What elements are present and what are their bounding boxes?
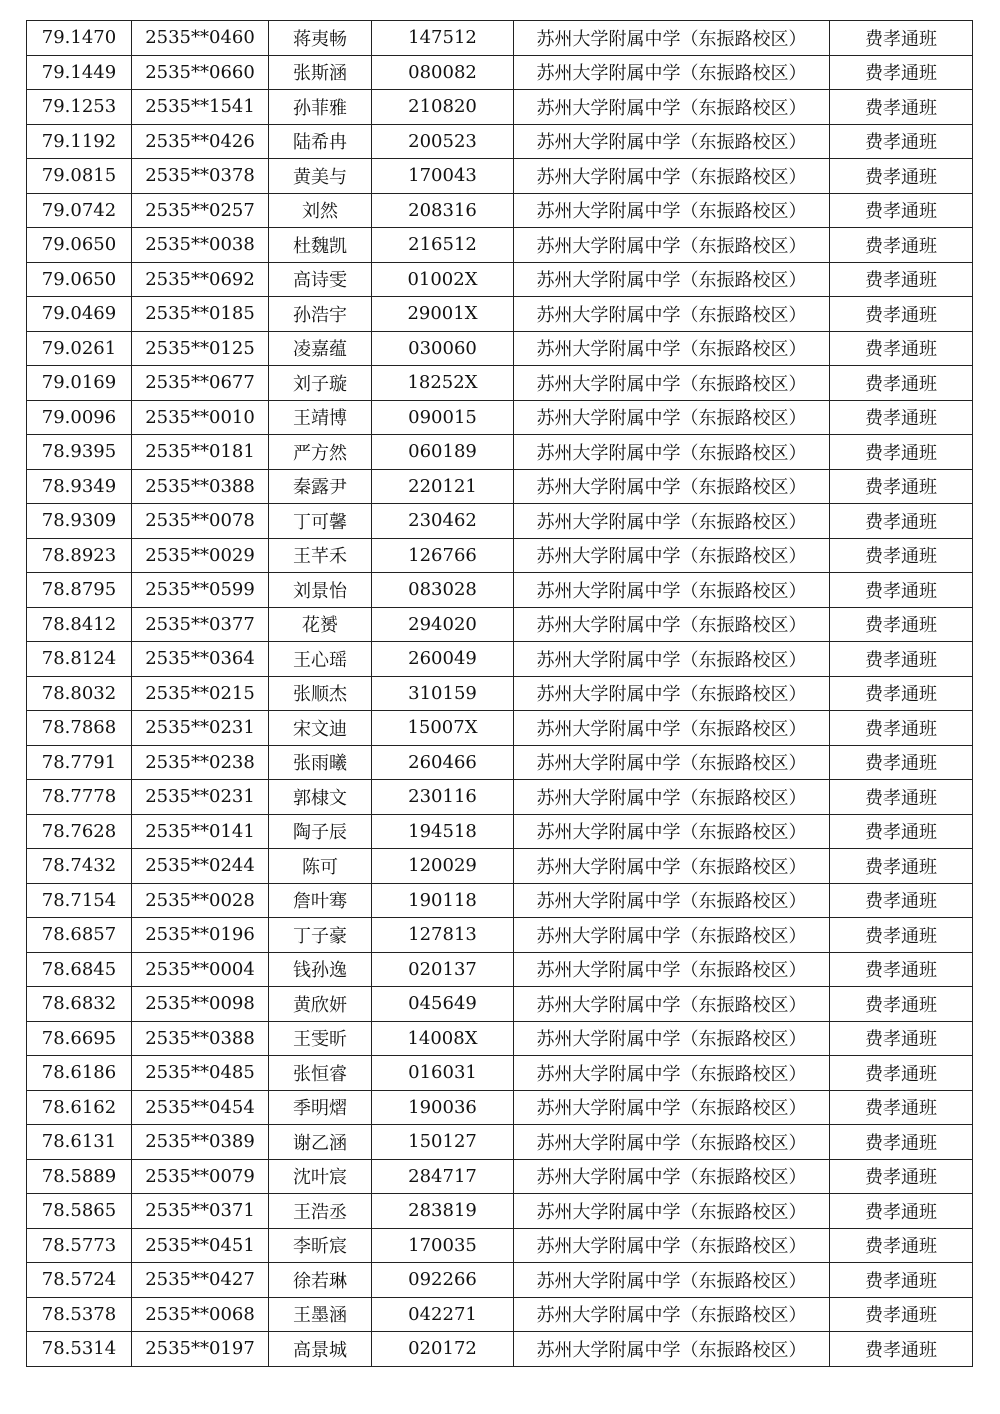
table-row — [27, 711, 973, 746]
code-cell: 126766 — [372, 538, 514, 573]
score-cell: 79.1449 — [27, 55, 132, 90]
table-row — [27, 642, 973, 677]
class-cell: 费孝通班 — [830, 262, 973, 297]
table-row — [27, 676, 973, 711]
table-row — [27, 745, 973, 780]
class-cell: 费孝通班 — [830, 1125, 973, 1160]
table-row — [27, 1021, 973, 1056]
school-cell: 苏州大学附属中学（东振路校区） — [514, 193, 830, 228]
class-cell: 费孝通班 — [830, 1228, 973, 1263]
student-name-cell: 王芊禾 — [269, 538, 372, 573]
class-cell: 费孝通班 — [830, 55, 973, 90]
exam-id-cell: 2535**0141 — [132, 814, 269, 849]
exam-id-cell: 2535**0378 — [132, 159, 269, 194]
class-cell: 费孝通班 — [830, 297, 973, 332]
class-cell: 费孝通班 — [830, 642, 973, 677]
exam-id-cell: 2535**0238 — [132, 745, 269, 780]
student-name-cell: 严方然 — [269, 435, 372, 470]
code-cell: 15007X — [372, 711, 514, 746]
exam-id-cell: 2535**0451 — [132, 1228, 269, 1263]
student-name-cell: 宋文迪 — [269, 711, 372, 746]
class-cell: 费孝通班 — [830, 918, 973, 953]
code-cell: 230462 — [372, 504, 514, 539]
table-row — [27, 849, 973, 884]
score-cell: 78.6845 — [27, 952, 132, 987]
code-cell: 294020 — [372, 607, 514, 642]
code-cell: 170035 — [372, 1228, 514, 1263]
score-cell: 79.1470 — [27, 21, 132, 56]
exam-id-cell: 2535**0231 — [132, 780, 269, 815]
class-cell: 费孝通班 — [830, 1021, 973, 1056]
code-cell: 29001X — [372, 297, 514, 332]
school-cell: 苏州大学附属中学（东振路校区） — [514, 504, 830, 539]
class-cell: 费孝通班 — [830, 1332, 973, 1367]
class-cell: 费孝通班 — [830, 469, 973, 504]
school-cell: 苏州大学附属中学（东振路校区） — [514, 538, 830, 573]
exam-id-cell: 2535**0185 — [132, 297, 269, 332]
class-cell: 费孝通班 — [830, 780, 973, 815]
code-cell: 01002X — [372, 262, 514, 297]
score-cell: 78.7868 — [27, 711, 132, 746]
code-cell: 194518 — [372, 814, 514, 849]
results-table-body — [27, 21, 973, 1367]
school-cell: 苏州大学附属中学（东振路校区） — [514, 366, 830, 401]
table-row — [27, 21, 973, 56]
student-name-cell: 李昕宸 — [269, 1228, 372, 1263]
student-name-cell: 谢乙涵 — [269, 1125, 372, 1160]
class-cell: 费孝通班 — [830, 1090, 973, 1125]
code-cell: 083028 — [372, 573, 514, 608]
student-name-cell: 花赟 — [269, 607, 372, 642]
school-cell: 苏州大学附属中学（东振路校区） — [514, 400, 830, 435]
exam-id-cell: 2535**0485 — [132, 1056, 269, 1091]
class-cell: 费孝通班 — [830, 366, 973, 401]
exam-id-cell: 2535**0599 — [132, 573, 269, 608]
school-cell: 苏州大学附属中学（东振路校区） — [514, 228, 830, 263]
score-cell: 78.8032 — [27, 676, 132, 711]
score-cell: 78.7154 — [27, 883, 132, 918]
class-cell: 费孝通班 — [830, 1263, 973, 1298]
class-cell: 费孝通班 — [830, 435, 973, 470]
school-cell: 苏州大学附属中学（东振路校区） — [514, 883, 830, 918]
code-cell: 14008X — [372, 1021, 514, 1056]
score-cell: 79.1253 — [27, 90, 132, 125]
class-cell: 费孝通班 — [830, 849, 973, 884]
class-cell: 费孝通班 — [830, 1056, 973, 1091]
class-cell: 费孝通班 — [830, 745, 973, 780]
code-cell: 284717 — [372, 1159, 514, 1194]
score-cell: 78.5865 — [27, 1194, 132, 1229]
score-cell: 78.6832 — [27, 987, 132, 1022]
student-name-cell: 王浩丞 — [269, 1194, 372, 1229]
code-cell: 200523 — [372, 124, 514, 159]
exam-id-cell: 2535**0427 — [132, 1263, 269, 1298]
school-cell: 苏州大学附属中学（东振路校区） — [514, 1228, 830, 1263]
exam-id-cell: 2535**0196 — [132, 918, 269, 953]
score-cell: 78.8124 — [27, 642, 132, 677]
code-cell: 147512 — [372, 21, 514, 56]
table-row — [27, 124, 973, 159]
student-name-cell: 陈可 — [269, 849, 372, 884]
code-cell: 210820 — [372, 90, 514, 125]
school-cell: 苏州大学附属中学（东振路校区） — [514, 711, 830, 746]
exam-id-cell: 2535**0660 — [132, 55, 269, 90]
student-name-cell: 杜魏凯 — [269, 228, 372, 263]
school-cell: 苏州大学附属中学（东振路校区） — [514, 435, 830, 470]
exam-id-cell: 2535**0010 — [132, 400, 269, 435]
exam-id-cell: 2535**0371 — [132, 1194, 269, 1229]
exam-id-cell: 2535**0389 — [132, 1125, 269, 1160]
student-name-cell: 王雯昕 — [269, 1021, 372, 1056]
code-cell: 016031 — [372, 1056, 514, 1091]
student-name-cell: 凌嘉蕴 — [269, 331, 372, 366]
score-cell: 79.0650 — [27, 228, 132, 263]
exam-id-cell: 2535**0125 — [132, 331, 269, 366]
exam-id-cell: 2535**0068 — [132, 1297, 269, 1332]
code-cell: 120029 — [372, 849, 514, 884]
school-cell: 苏州大学附属中学（东振路校区） — [514, 1021, 830, 1056]
student-name-cell: 丁子豪 — [269, 918, 372, 953]
exam-id-cell: 2535**0029 — [132, 538, 269, 573]
score-cell: 78.5378 — [27, 1297, 132, 1332]
table-row — [27, 538, 973, 573]
exam-id-cell: 2535**0098 — [132, 987, 269, 1022]
class-cell: 费孝通班 — [830, 159, 973, 194]
code-cell: 030060 — [372, 331, 514, 366]
school-cell: 苏州大学附属中学（东振路校区） — [514, 642, 830, 677]
school-cell: 苏州大学附属中学（东振路校区） — [514, 814, 830, 849]
exam-id-cell: 2535**0244 — [132, 849, 269, 884]
score-cell: 78.7432 — [27, 849, 132, 884]
table-row — [27, 814, 973, 849]
table-row — [27, 366, 973, 401]
table-row — [27, 573, 973, 608]
score-cell: 79.0815 — [27, 159, 132, 194]
school-cell: 苏州大学附属中学（东振路校区） — [514, 1263, 830, 1298]
table-row — [27, 435, 973, 470]
exam-id-cell: 2535**0692 — [132, 262, 269, 297]
table-row — [27, 1125, 973, 1160]
code-cell: 150127 — [372, 1125, 514, 1160]
code-cell: 260466 — [372, 745, 514, 780]
score-cell: 78.5773 — [27, 1228, 132, 1263]
table-row — [27, 262, 973, 297]
school-cell: 苏州大学附属中学（东振路校区） — [514, 1056, 830, 1091]
table-row — [27, 883, 973, 918]
student-name-cell: 丁可馨 — [269, 504, 372, 539]
score-cell: 78.6695 — [27, 1021, 132, 1056]
student-name-cell: 刘然 — [269, 193, 372, 228]
student-name-cell: 刘子璇 — [269, 366, 372, 401]
class-cell: 费孝通班 — [830, 711, 973, 746]
code-cell: 310159 — [372, 676, 514, 711]
school-cell: 苏州大学附属中学（东振路校区） — [514, 573, 830, 608]
school-cell: 苏州大学附属中学（东振路校区） — [514, 1194, 830, 1229]
table-row — [27, 780, 973, 815]
school-cell: 苏州大学附属中学（东振路校区） — [514, 1159, 830, 1194]
score-cell: 78.6186 — [27, 1056, 132, 1091]
table-row — [27, 331, 973, 366]
school-cell: 苏州大学附属中学（东振路校区） — [514, 1090, 830, 1125]
school-cell: 苏州大学附属中学（东振路校区） — [514, 918, 830, 953]
school-cell: 苏州大学附属中学（东振路校区） — [514, 987, 830, 1022]
class-cell: 费孝通班 — [830, 814, 973, 849]
school-cell: 苏州大学附属中学（东振路校区） — [514, 1332, 830, 1367]
school-cell: 苏州大学附属中学（东振路校区） — [514, 1125, 830, 1160]
table-row — [27, 1056, 973, 1091]
school-cell: 苏州大学附属中学（东振路校区） — [514, 55, 830, 90]
exam-id-cell: 2535**0388 — [132, 469, 269, 504]
score-cell: 79.0261 — [27, 331, 132, 366]
school-cell: 苏州大学附属中学（东振路校区） — [514, 124, 830, 159]
exam-id-cell: 2535**0257 — [132, 193, 269, 228]
student-name-cell: 张雨曦 — [269, 745, 372, 780]
score-cell: 78.7778 — [27, 780, 132, 815]
school-cell: 苏州大学附属中学（东振路校区） — [514, 159, 830, 194]
table-row — [27, 952, 973, 987]
class-cell: 费孝通班 — [830, 504, 973, 539]
student-name-cell: 张顺杰 — [269, 676, 372, 711]
code-cell: 208316 — [372, 193, 514, 228]
score-cell: 78.8412 — [27, 607, 132, 642]
student-name-cell: 陆希冉 — [269, 124, 372, 159]
exam-id-cell: 2535**0426 — [132, 124, 269, 159]
table-row — [27, 504, 973, 539]
student-name-cell: 秦露尹 — [269, 469, 372, 504]
code-cell: 060189 — [372, 435, 514, 470]
score-cell: 79.0650 — [27, 262, 132, 297]
exam-id-cell: 2535**0028 — [132, 883, 269, 918]
class-cell: 费孝通班 — [830, 883, 973, 918]
code-cell: 090015 — [372, 400, 514, 435]
table-row — [27, 1159, 973, 1194]
school-cell: 苏州大学附属中学（东振路校区） — [514, 849, 830, 884]
code-cell: 220121 — [372, 469, 514, 504]
table-row — [27, 297, 973, 332]
exam-id-cell: 2535**0004 — [132, 952, 269, 987]
class-cell: 费孝通班 — [830, 331, 973, 366]
exam-id-cell: 2535**0079 — [132, 1159, 269, 1194]
student-name-cell: 季明熠 — [269, 1090, 372, 1125]
code-cell: 170043 — [372, 159, 514, 194]
student-name-cell: 徐若琳 — [269, 1263, 372, 1298]
school-cell: 苏州大学附属中学（东振路校区） — [514, 780, 830, 815]
score-cell: 78.9395 — [27, 435, 132, 470]
exam-id-cell: 2535**0181 — [132, 435, 269, 470]
score-cell: 78.7791 — [27, 745, 132, 780]
student-name-cell: 孙菲雅 — [269, 90, 372, 125]
student-name-cell: 张恒睿 — [269, 1056, 372, 1091]
table-row — [27, 607, 973, 642]
code-cell: 020172 — [372, 1332, 514, 1367]
student-name-cell: 沈叶宸 — [269, 1159, 372, 1194]
code-cell: 230116 — [372, 780, 514, 815]
exam-id-cell: 2535**0231 — [132, 711, 269, 746]
table-row — [27, 918, 973, 953]
student-name-cell: 郭棣文 — [269, 780, 372, 815]
class-cell: 费孝通班 — [830, 573, 973, 608]
student-name-cell: 王靖博 — [269, 400, 372, 435]
class-cell: 费孝通班 — [830, 952, 973, 987]
table-row — [27, 1228, 973, 1263]
exam-id-cell: 2535**0078 — [132, 504, 269, 539]
class-cell: 费孝通班 — [830, 193, 973, 228]
class-cell: 费孝通班 — [830, 607, 973, 642]
class-cell: 费孝通班 — [830, 124, 973, 159]
table-row — [27, 1332, 973, 1367]
score-cell: 78.8795 — [27, 573, 132, 608]
exam-id-cell: 2535**0215 — [132, 676, 269, 711]
student-name-cell: 高诗雯 — [269, 262, 372, 297]
school-cell: 苏州大学附属中学（东振路校区） — [514, 21, 830, 56]
student-name-cell: 陶子辰 — [269, 814, 372, 849]
exam-id-cell: 2535**0038 — [132, 228, 269, 263]
student-name-cell: 钱孙逸 — [269, 952, 372, 987]
exam-id-cell: 2535**0364 — [132, 642, 269, 677]
score-cell: 79.0469 — [27, 297, 132, 332]
student-name-cell: 高景城 — [269, 1332, 372, 1367]
score-cell: 78.5889 — [27, 1159, 132, 1194]
table-row — [27, 1194, 973, 1229]
score-cell: 79.0742 — [27, 193, 132, 228]
student-name-cell: 王心瑶 — [269, 642, 372, 677]
class-cell: 费孝通班 — [830, 987, 973, 1022]
class-cell: 费孝通班 — [830, 228, 973, 263]
class-cell: 费孝通班 — [830, 90, 973, 125]
school-cell: 苏州大学附属中学（东振路校区） — [514, 952, 830, 987]
score-cell: 79.0096 — [27, 400, 132, 435]
class-cell: 费孝通班 — [830, 1194, 973, 1229]
score-cell: 78.9309 — [27, 504, 132, 539]
school-cell: 苏州大学附属中学（东振路校区） — [514, 331, 830, 366]
school-cell: 苏州大学附属中学（东振路校区） — [514, 607, 830, 642]
score-cell: 78.8923 — [27, 538, 132, 573]
code-cell: 260049 — [372, 642, 514, 677]
score-cell: 78.5724 — [27, 1263, 132, 1298]
class-cell: 费孝通班 — [830, 676, 973, 711]
results-table — [26, 20, 973, 1367]
code-cell: 127813 — [372, 918, 514, 953]
class-cell: 费孝通班 — [830, 400, 973, 435]
school-cell: 苏州大学附属中学（东振路校区） — [514, 676, 830, 711]
score-cell: 78.9349 — [27, 469, 132, 504]
score-cell: 78.6131 — [27, 1125, 132, 1160]
table-row — [27, 159, 973, 194]
table-row — [27, 1263, 973, 1298]
exam-id-cell: 2535**0388 — [132, 1021, 269, 1056]
exam-id-cell: 2535**0454 — [132, 1090, 269, 1125]
code-cell: 045649 — [372, 987, 514, 1022]
code-cell: 283819 — [372, 1194, 514, 1229]
exam-id-cell: 2535**1541 — [132, 90, 269, 125]
exam-id-cell: 2535**0677 — [132, 366, 269, 401]
student-name-cell: 黄美与 — [269, 159, 372, 194]
score-cell: 79.0169 — [27, 366, 132, 401]
code-cell: 18252X — [372, 366, 514, 401]
table-row — [27, 55, 973, 90]
code-cell: 092266 — [372, 1263, 514, 1298]
school-cell: 苏州大学附属中学（东振路校区） — [514, 1297, 830, 1332]
table-row — [27, 90, 973, 125]
table-row — [27, 987, 973, 1022]
exam-id-cell: 2535**0377 — [132, 607, 269, 642]
school-cell: 苏州大学附属中学（东振路校区） — [514, 745, 830, 780]
code-cell: 020137 — [372, 952, 514, 987]
school-cell: 苏州大学附属中学（东振路校区） — [514, 90, 830, 125]
school-cell: 苏州大学附属中学（东振路校区） — [514, 469, 830, 504]
exam-id-cell: 2535**0197 — [132, 1332, 269, 1367]
table-row — [27, 228, 973, 263]
results-sheet — [26, 20, 972, 1367]
student-name-cell: 孙浩宇 — [269, 297, 372, 332]
school-cell: 苏州大学附属中学（东振路校区） — [514, 262, 830, 297]
code-cell: 190118 — [372, 883, 514, 918]
table-row — [27, 1090, 973, 1125]
school-cell: 苏州大学附属中学（东振路校区） — [514, 297, 830, 332]
code-cell: 216512 — [372, 228, 514, 263]
class-cell: 费孝通班 — [830, 1297, 973, 1332]
class-cell: 费孝通班 — [830, 1159, 973, 1194]
score-cell: 78.5314 — [27, 1332, 132, 1367]
student-name-cell: 詹叶骞 — [269, 883, 372, 918]
code-cell: 190036 — [372, 1090, 514, 1125]
exam-id-cell: 2535**0460 — [132, 21, 269, 56]
table-row — [27, 193, 973, 228]
table-row — [27, 400, 973, 435]
score-cell: 78.6857 — [27, 918, 132, 953]
student-name-cell: 黄欣妍 — [269, 987, 372, 1022]
score-cell: 78.6162 — [27, 1090, 132, 1125]
score-cell: 79.1192 — [27, 124, 132, 159]
class-cell: 费孝通班 — [830, 21, 973, 56]
code-cell: 080082 — [372, 55, 514, 90]
code-cell: 042271 — [372, 1297, 514, 1332]
class-cell: 费孝通班 — [830, 538, 973, 573]
table-row — [27, 469, 973, 504]
student-name-cell: 张斯涵 — [269, 55, 372, 90]
table-row — [27, 1297, 973, 1332]
student-name-cell: 王墨涵 — [269, 1297, 372, 1332]
student-name-cell: 蒋夷畅 — [269, 21, 372, 56]
student-name-cell: 刘景怡 — [269, 573, 372, 608]
score-cell: 78.7628 — [27, 814, 132, 849]
